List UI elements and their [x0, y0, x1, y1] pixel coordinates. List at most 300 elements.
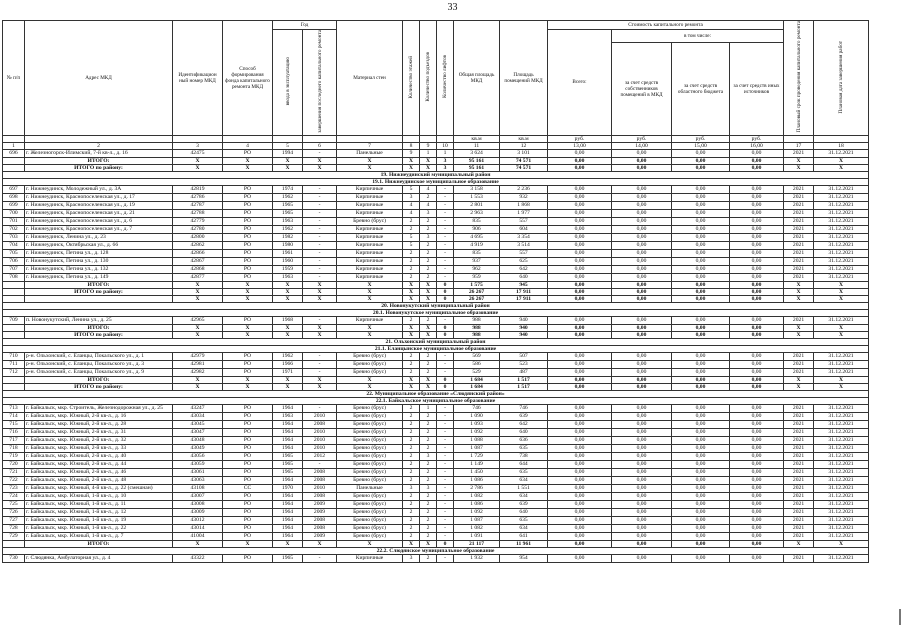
- table-cell: 0,00: [730, 376, 784, 383]
- table-cell: 0,00: [672, 444, 730, 452]
- address-cell: г. Байкальск, мкр. Южный, 1-й кв-л., д. 11: [25, 500, 173, 508]
- table-cell: 0,00: [548, 281, 612, 288]
- table-cell: -: [303, 460, 337, 468]
- table-cell: X: [814, 164, 869, 171]
- table-cell: 0,00: [730, 295, 784, 302]
- table-cell: X: [273, 376, 303, 383]
- table-cell: X: [303, 540, 337, 547]
- table-cell: X: [814, 540, 869, 547]
- table-cell: 0,00: [730, 185, 784, 193]
- table-cell: 2: [420, 554, 437, 562]
- table-cell: 0,00: [612, 265, 672, 273]
- table-row: [3, 468, 869, 476]
- address-cell: г. Нижнеудинск, Октябрьская ул., д. 66: [25, 241, 173, 249]
- table-cell: 0,00: [672, 540, 730, 547]
- table-cell: 0,00: [730, 233, 784, 241]
- table-cell: Бревно (брус): [337, 492, 403, 500]
- table-cell: 3: [403, 484, 420, 492]
- table-cell: -: [303, 149, 337, 157]
- table-cell: X: [784, 376, 814, 383]
- table-cell: 2: [420, 241, 437, 249]
- table-cell: 0,00: [672, 185, 730, 193]
- table-cell: 43009: [173, 508, 223, 516]
- table-cell: -: [437, 233, 454, 241]
- table-cell: 2: [403, 532, 420, 540]
- table-cell: 0,00: [672, 281, 730, 288]
- table-cell: 705: [3, 249, 25, 257]
- table-cell: 2: [403, 273, 420, 281]
- address-cell: ИТОГО:: [25, 324, 173, 331]
- total-row: [3, 164, 869, 171]
- table-cell: 1 517: [500, 376, 548, 383]
- table-cell: 0,00: [730, 524, 784, 532]
- table-cell: 0,00: [672, 257, 730, 265]
- table-cell: 2010: [303, 484, 337, 492]
- table-cell: X: [784, 331, 814, 338]
- table-cell: 2: [420, 360, 437, 368]
- address-cell: г. Байкальск, мкр. Южный, 2-й кв-л., д. 32: [25, 436, 173, 444]
- total-row: [3, 324, 869, 331]
- table-cell: 2: [403, 500, 420, 508]
- table-cell: 1994: [273, 149, 303, 157]
- table-cell: 2: [403, 249, 420, 257]
- table-cell: 31.12.2021: [814, 273, 869, 281]
- section-heading-row: [3, 345, 869, 352]
- table-cell: Бревно (брус): [337, 516, 403, 524]
- table-cell: 2021: [784, 193, 814, 201]
- table-cell: 42965: [173, 316, 223, 324]
- table-cell: 557: [500, 217, 548, 225]
- table-cell: 697: [3, 185, 25, 193]
- table-cell: 634: [500, 524, 548, 532]
- table-cell: 0,00: [612, 233, 672, 241]
- table-cell: X: [784, 281, 814, 288]
- table-cell: X: [403, 164, 420, 171]
- table-cell: 42982: [173, 368, 223, 376]
- table-cell: -: [303, 209, 337, 217]
- table-cell: 2: [420, 257, 437, 265]
- table-cell: 1 086: [454, 500, 500, 508]
- table-cell: 0: [437, 288, 454, 295]
- table-cell: 0,00: [672, 273, 730, 281]
- column-number: 9: [420, 142, 437, 149]
- table-cell: 0,00: [730, 164, 784, 171]
- table-cell: -: [303, 554, 337, 562]
- table-cell: 0,00: [730, 444, 784, 452]
- table-cell: -: [437, 273, 454, 281]
- table-cell: 710: [3, 352, 25, 360]
- table-cell: 0,00: [730, 352, 784, 360]
- table-cell: 0,00: [730, 360, 784, 368]
- table-cell: 0,00: [548, 257, 612, 265]
- table-cell: X: [337, 281, 403, 288]
- table-row: [3, 532, 869, 540]
- table-cell: 0,00: [548, 404, 612, 412]
- address-cell: г. Нижнеудинск, Краснопоселенская ул., д. 17: [25, 193, 173, 201]
- table-cell: 74 571: [500, 164, 548, 171]
- total-row: [3, 376, 869, 383]
- table-cell: 2: [403, 460, 420, 468]
- table-cell: 1980: [273, 241, 303, 249]
- table-cell: 635: [500, 516, 548, 524]
- table-row: [3, 428, 869, 436]
- table-cell: X: [173, 281, 223, 288]
- table-cell: 1964: [273, 516, 303, 524]
- table-cell: X: [403, 383, 420, 390]
- table-cell: X: [273, 540, 303, 547]
- header-cost-total: Всего:: [548, 30, 612, 136]
- address-cell: г. Нижнеудинск, Краснопоселенская ул., д. 7: [25, 225, 173, 233]
- table-row: [3, 404, 869, 412]
- column-number: 18: [814, 142, 869, 149]
- table-cell: 0,00: [730, 516, 784, 524]
- table-cell: -: [303, 273, 337, 281]
- table-cell: 0,00: [612, 383, 672, 390]
- table-cell: X: [303, 288, 337, 295]
- table-cell: 42475: [173, 149, 223, 157]
- table-row: [3, 554, 869, 562]
- table-cell: 3 624: [454, 149, 500, 157]
- table-cell: 1963: [273, 412, 303, 420]
- table-cell: 31.12.2021: [814, 508, 869, 516]
- table-cell: 31.12.2021: [814, 241, 869, 249]
- table-cell: X: [303, 164, 337, 171]
- table-cell: 1 082: [454, 524, 500, 532]
- table-cell: 0,00: [612, 157, 672, 164]
- table-cell: X: [814, 157, 869, 164]
- table-cell: 0,00: [612, 500, 672, 508]
- table-cell: -: [437, 468, 454, 476]
- table-cell: 0,00: [730, 217, 784, 225]
- table-cell: X: [814, 376, 869, 383]
- table-row: [3, 460, 869, 468]
- table-cell: 0,00: [672, 249, 730, 257]
- table-row: [3, 193, 869, 201]
- table-cell: X: [223, 331, 273, 338]
- table-cell: 640: [500, 428, 548, 436]
- table-cell: 43045: [173, 420, 223, 428]
- table-cell: 2021: [784, 149, 814, 157]
- table-cell: 42877: [173, 273, 223, 281]
- table-cell: РО: [223, 452, 273, 460]
- table-cell: -: [303, 193, 337, 201]
- table-cell: 2: [420, 524, 437, 532]
- table-cell: -: [437, 516, 454, 524]
- table-cell: 0,00: [612, 460, 672, 468]
- table-cell: 2: [420, 273, 437, 281]
- address-cell: г. Байкальск, мкр. Южный, 1-й кв-л., д. 7: [25, 532, 173, 540]
- table-cell: [3, 288, 25, 295]
- unit-m2: кв.м: [454, 135, 500, 142]
- table-cell: 2008: [303, 524, 337, 532]
- table-cell: Бревно (брус): [337, 444, 403, 452]
- table-cell: X: [223, 295, 273, 302]
- table-cell: 4 695: [454, 233, 500, 241]
- table-cell: 507: [500, 352, 548, 360]
- table-cell: Бревно (брус): [337, 468, 403, 476]
- table-cell: 2: [420, 532, 437, 540]
- table-cell: 31.12.2021: [814, 444, 869, 452]
- table-cell: 3: [403, 193, 420, 201]
- table-cell: 523: [500, 360, 548, 368]
- table-cell: X: [337, 383, 403, 390]
- table-cell: -: [303, 316, 337, 324]
- table-cell: 1 553: [454, 193, 500, 201]
- table-cell: X: [784, 295, 814, 302]
- table-cell: X: [420, 540, 437, 547]
- table-cell: Бревно (брус): [337, 360, 403, 368]
- table-cell: X: [173, 331, 223, 338]
- table-cell: Бревно (брус): [337, 436, 403, 444]
- table-cell: X: [223, 383, 273, 390]
- table-cell: 31.12.2021: [814, 404, 869, 412]
- total-row: [3, 157, 869, 164]
- table-cell: 0,00: [672, 532, 730, 540]
- table-cell: 2021: [784, 265, 814, 273]
- table-cell: 31.12.2021: [814, 257, 869, 265]
- table-cell: Бревно (брус): [337, 500, 403, 508]
- table-cell: [3, 281, 25, 288]
- table-cell: -: [437, 193, 454, 201]
- table-cell: 1 575: [454, 281, 500, 288]
- section-heading-row: [3, 397, 869, 404]
- table-cell: 0,00: [672, 452, 730, 460]
- table-cell: -: [437, 368, 454, 376]
- table-cell: 2021: [784, 368, 814, 376]
- table-cell: 0,00: [730, 193, 784, 201]
- table-cell: 0,00: [730, 532, 784, 540]
- table-cell: X: [173, 164, 223, 171]
- table-cell: 0,00: [612, 554, 672, 562]
- table-cell: -: [437, 257, 454, 265]
- table-cell: 0,00: [672, 420, 730, 428]
- table-cell: 2: [420, 460, 437, 468]
- total-row: [3, 540, 869, 547]
- table-cell: X: [814, 324, 869, 331]
- table-cell: 0,00: [548, 193, 612, 201]
- table-cell: 704: [3, 241, 25, 249]
- table-cell: 43322: [173, 554, 223, 562]
- table-cell: 95 161: [454, 157, 500, 164]
- table-cell: 2021: [784, 249, 814, 257]
- table-cell: 0,00: [672, 516, 730, 524]
- header-area-total: Общая площадь МКД: [454, 21, 500, 136]
- table-cell: 2012: [303, 452, 337, 460]
- header-id: Идентификацион ный номер МКД: [173, 21, 223, 136]
- capital-repair-table: [2, 20, 869, 563]
- table-cell: 31.12.2021: [814, 500, 869, 508]
- section-heading: 20.1. Новонукутское муниципальное образование: [3, 309, 869, 316]
- address-cell: [25, 295, 173, 302]
- table-cell: РО: [223, 516, 273, 524]
- table-cell: -: [437, 460, 454, 468]
- table-cell: 17 911: [500, 288, 548, 295]
- table-row: [3, 316, 869, 324]
- table-cell: Бревно (брус): [337, 428, 403, 436]
- table-cell: Кирпичные: [337, 273, 403, 281]
- table-cell: 1 868: [500, 201, 548, 209]
- table-cell: X: [420, 376, 437, 383]
- table-cell: 703: [3, 233, 25, 241]
- address-cell: ИТОГО по району:: [25, 383, 173, 390]
- table-cell: РО: [223, 193, 273, 201]
- section-heading-row: [3, 309, 869, 316]
- address-cell: г. Байкальск, мкр. Южный, 2-й кв-л., д. 28: [25, 420, 173, 428]
- table-cell: -: [303, 360, 337, 368]
- table-row: [3, 217, 869, 225]
- table-cell: -: [437, 185, 454, 193]
- table-cell: 1965: [273, 201, 303, 209]
- table-cell: 529: [454, 368, 500, 376]
- table-cell: 701: [3, 217, 25, 225]
- units-row: [3, 135, 869, 142]
- table-cell: 42866: [173, 249, 223, 257]
- table-cell: 2021: [784, 492, 814, 500]
- column-number: 16,00: [730, 142, 784, 149]
- address-cell: г. Нижнеудинск, Петина ул., д. 132: [25, 265, 173, 273]
- table-cell: 940: [500, 324, 548, 331]
- table-cell: 1 086: [454, 476, 500, 484]
- table-cell: 1 092: [454, 428, 500, 436]
- column-number: 8: [403, 142, 420, 149]
- table-cell: 2 236: [500, 185, 548, 193]
- table-cell: 2021: [784, 444, 814, 452]
- table-cell: 0,00: [548, 452, 612, 460]
- table-cell: 0,00: [672, 295, 730, 302]
- total-row: [3, 383, 869, 390]
- table-cell: 1 684: [454, 376, 500, 383]
- table-cell: 1965: [273, 554, 303, 562]
- table-cell: РО: [223, 444, 273, 452]
- table-cell: 1 551: [500, 484, 548, 492]
- table-cell: 43047: [173, 428, 223, 436]
- table-cell: 31.12.2021: [814, 201, 869, 209]
- column-number: 2: [25, 142, 173, 149]
- table-cell: X: [784, 383, 814, 390]
- header-method: Способ формирования фонда капитального ремонта МКД: [223, 21, 273, 136]
- table-cell: РО: [223, 468, 273, 476]
- table-cell: 3: [437, 157, 454, 164]
- table-cell: 0,00: [730, 508, 784, 516]
- column-number: 4: [223, 142, 273, 149]
- table-cell: X: [403, 376, 420, 383]
- table-cell: 0,00: [612, 484, 672, 492]
- table-cell: X: [223, 540, 273, 547]
- table-cell: 0,00: [672, 241, 730, 249]
- table-cell: 9: [403, 149, 420, 157]
- table-cell: 0,00: [612, 273, 672, 281]
- address-cell: г. Слюдянка, Амбулаторная ул., д. 4: [25, 554, 173, 562]
- table-cell: 2021: [784, 352, 814, 360]
- table-cell: 0,00: [730, 554, 784, 562]
- table-cell: 1965: [273, 209, 303, 217]
- table-cell: X: [403, 324, 420, 331]
- table-cell: 2: [403, 257, 420, 265]
- table-cell: 31.12.2021: [814, 316, 869, 324]
- table-row: [3, 233, 869, 241]
- table-cell: X: [273, 281, 303, 288]
- table-cell: X: [273, 383, 303, 390]
- table-cell: 2: [403, 476, 420, 484]
- table-row: [3, 241, 869, 249]
- column-number: 5: [273, 142, 303, 149]
- column-number: 15,00: [672, 142, 730, 149]
- table-cell: 1 087: [454, 516, 500, 524]
- address-cell: г. Байкальск, мкр. Южный, 1-й кв-л., д. 12: [25, 508, 173, 516]
- table-cell: 1963: [273, 273, 303, 281]
- table-cell: 0,00: [548, 460, 612, 468]
- table-cell: 1 093: [454, 420, 500, 428]
- table-cell: X: [420, 324, 437, 331]
- table-cell: 2009: [303, 508, 337, 516]
- table-cell: 2: [403, 404, 420, 412]
- column-number: 13,00: [548, 142, 612, 149]
- table-row: [3, 420, 869, 428]
- table-cell: 1 082: [454, 492, 500, 500]
- table-cell: РО: [223, 492, 273, 500]
- address-cell: ИТОГО:: [25, 376, 173, 383]
- table-row: [3, 273, 869, 281]
- table-cell: 715: [3, 420, 25, 428]
- table-cell: 2021: [784, 360, 814, 368]
- table-cell: Бревно (брус): [337, 524, 403, 532]
- address-cell: ИТОГО:: [25, 281, 173, 288]
- table-row: [3, 436, 869, 444]
- header-num: № п/п: [3, 21, 25, 136]
- table-cell: 31.12.2021: [814, 225, 869, 233]
- table-cell: 2: [403, 265, 420, 273]
- table-cell: 746: [500, 404, 548, 412]
- table-cell: 2021: [784, 508, 814, 516]
- table-cell: Бревно (брус): [337, 460, 403, 468]
- table-cell: 699: [3, 201, 25, 209]
- table-cell: 31.12.2021: [814, 249, 869, 257]
- table-cell: 2: [420, 444, 437, 452]
- table-cell: X: [814, 281, 869, 288]
- table-cell: 42819: [173, 185, 223, 193]
- table-cell: 0,00: [672, 201, 730, 209]
- table-cell: -: [303, 225, 337, 233]
- table-cell: X: [784, 288, 814, 295]
- table-cell: 634: [500, 492, 548, 500]
- table-cell: 698: [3, 193, 25, 201]
- table-cell: 0,00: [548, 249, 612, 257]
- table-cell: 2021: [784, 316, 814, 324]
- table-cell: 0,00: [612, 288, 672, 295]
- table-cell: 0,00: [612, 468, 672, 476]
- table-cell: 3 514: [500, 241, 548, 249]
- table-cell: РО: [223, 241, 273, 249]
- table-cell: -: [437, 412, 454, 420]
- table-cell: 1: [420, 149, 437, 157]
- table-cell: 932: [500, 193, 548, 201]
- table-cell: 625: [500, 257, 548, 265]
- table-cell: 2021: [784, 209, 814, 217]
- table-cell: 0,00: [612, 524, 672, 532]
- table-cell: 707: [3, 265, 25, 273]
- table-cell: -: [303, 241, 337, 249]
- table-cell: 5: [403, 241, 420, 249]
- table-cell: 0,00: [612, 428, 672, 436]
- table-cell: X: [814, 288, 869, 295]
- unit-rub: руб.: [612, 135, 672, 142]
- table-cell: 604: [500, 225, 548, 233]
- table-cell: 2021: [784, 257, 814, 265]
- table-cell: 2021: [784, 233, 814, 241]
- address-cell: г. Байкальск, мкр. Южный, 2-й кв-л., д. 48: [25, 476, 173, 484]
- column-number: 10: [437, 142, 454, 149]
- address-cell: г. Нижнеудинск, Краснопоселенская ул., д. 21: [25, 209, 173, 217]
